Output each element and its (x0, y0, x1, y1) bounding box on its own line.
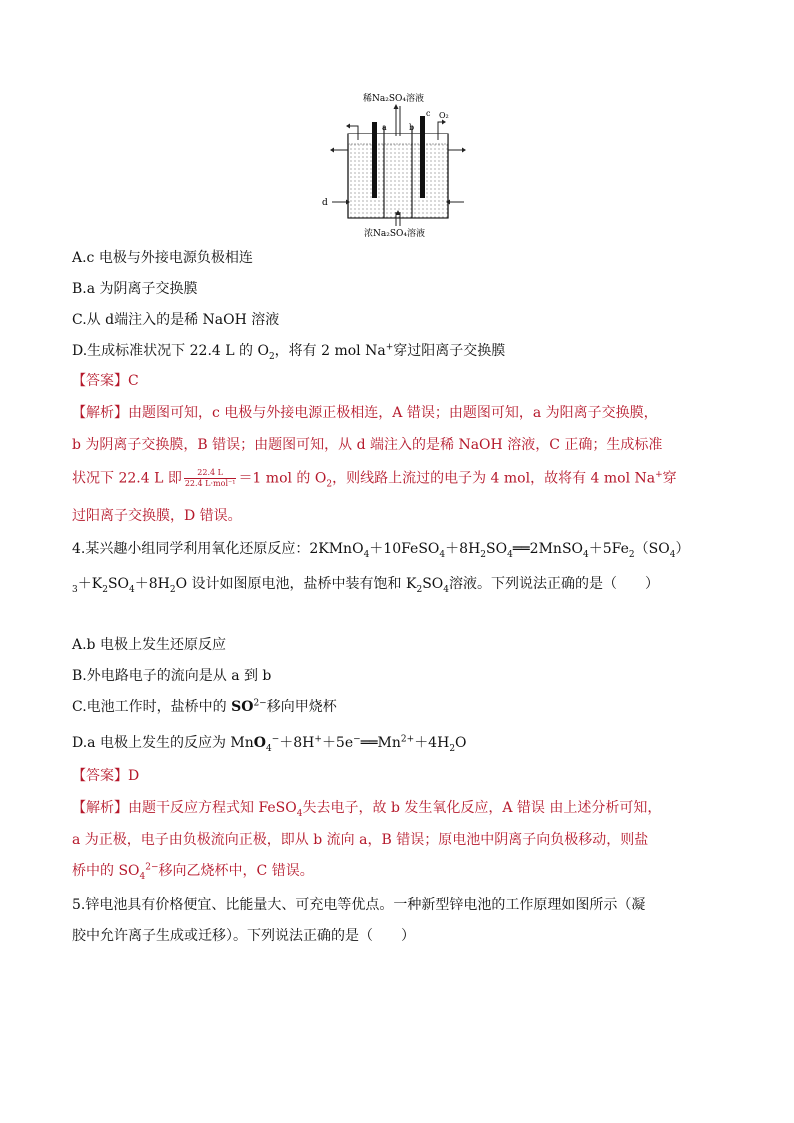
q3-answer: 【答案】C (72, 373, 139, 389)
q4-answer: 【答案】D (72, 768, 140, 784)
electrode-c (420, 116, 425, 198)
q4-option-b: B.外电路电子的流向是从 a 到 b (72, 668, 272, 684)
label-d: d (322, 198, 328, 208)
q3-analysis-line-3: 状况下 22.4 L 即 $\frac{22.4 L}{\text{22.4 L·mol⁻¹}}$ ＝1 mol 的 $O_2$，则线路上流过的电子为 4 mol，故将有 4 mol Na+穿 (72, 468, 677, 490)
label-c: c (426, 109, 431, 118)
q5-stem-line-2: 胶中允许离子生成或迁移）。下列说法正确的是（ ） (72, 928, 415, 944)
q4-option-d: D.a 电极上发生的反应为 $MnO_4^-+8H^++5e^-══Mn^{2+}+4H_2O$ (72, 734, 467, 754)
q4-stem-line-2: $_3+K_2SO_4+8H_2O$ 设计如图原电池，盐桥中装有饱和 $K_2SO_4$溶液。下列说法正确的是（ ） (72, 576, 659, 595)
q4-analysis-line-3: 桥中的 $SO_4^{2-}$移向乙烧杯中，C 错误。 (72, 862, 314, 882)
q4-option-c: C.电池工作时，盐桥中的 $SO^{2-}$移向甲烧杯 (72, 698, 337, 715)
q3-analysis-line-2: b 为阴离子交换膜，B 错误；由题图可知，从 d 端注入的是稀 NaOH 溶液，C 正确；生成标准 (72, 437, 663, 453)
label-b: b (409, 123, 415, 132)
label-a: a (382, 123, 387, 132)
label-concentrated-na2so4: 浓Na₂SO₄溶液 (364, 229, 426, 239)
electrolysis-cell-figure (318, 92, 478, 242)
q3-option-a: A.c 电极与外接电源负极相连 (72, 250, 253, 266)
q3-analysis-line-1: 【解析】由题图可知，c 电极与外接电源正极相连，A 错误；由题图可知，a 为阳离子交换膜， (72, 405, 658, 421)
q3-option-d: D.生成标准状况下 22.4 L 的 $O_2$，将有 2 mol Na+穿过阳离子交换膜 (72, 342, 506, 362)
q5-stem-line-1: 5.锌电池具有价格便宜、比能量大、可充电等优点。一种新型锌电池的工作原理如图所示（凝 (72, 897, 646, 913)
q4-analysis-line-2: a 为正极，电子由负极流向正极，即从 b 流向 a，B 错误；原电池中阴离子向负极移动，则盐 (72, 832, 649, 848)
q3-analysis-line-4: 过阳离子交换膜，D 错误。 (72, 508, 242, 524)
q3-option-b: B.a 为阴离子交换膜 (72, 281, 198, 297)
cell-diagram (318, 92, 478, 242)
q4-option-a: A.b 电极上发生还原反应 (72, 637, 226, 653)
electrode-left (372, 122, 377, 198)
q4-analysis-line-1: 【解析】由题干反应方程式知 FeSO$_4$失去电子，故 b 发生氧化反应，A 错误 由上述分析可知， (72, 800, 662, 819)
label-dilute-na2so4: 稀Na₂SO₄溶液 (363, 94, 425, 104)
label-o2: O₂ (439, 111, 449, 120)
q4-stem-line-1: 4.某兴趣小组同学利用氧化还原反应：$2KMnO_4+10FeSO_4+8H_2SO_4══2MnSO_4+5Fe_2(SO_4)$ (72, 541, 690, 560)
fraction: $\frac{22.4 L}{\text{22.4 L·mol⁻¹}}$ (184, 468, 236, 488)
electrolyte-tank (348, 134, 448, 218)
q3-option-c: C.从 d端注入的是稀 NaOH 溶液 (72, 312, 280, 328)
